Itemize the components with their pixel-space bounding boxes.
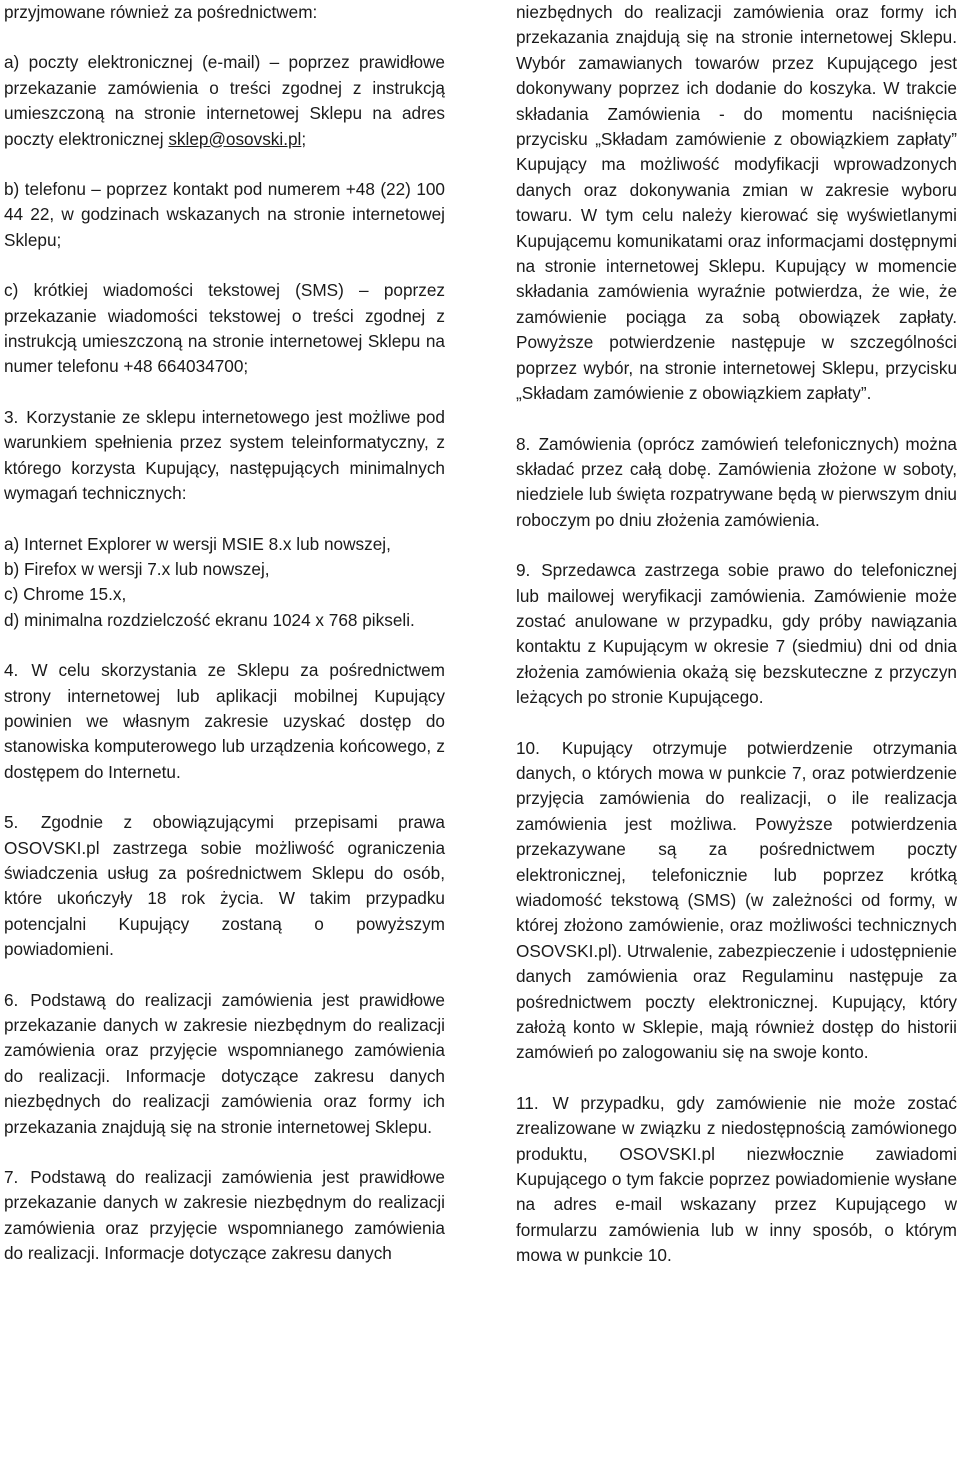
left-column (4, 0, 445, 1267)
paragraph-text: Zgodnie z obowiązującymi przepisami prawa OSOVSKI.pl zastrzega sobie możliwość ograniczenia świadczenia usług za pośrednictwem Sklepu do osób, które ukończyły 18 rok życia. W takim przypadku potencjalni Kupujący zostaną o powyższym powiadomieni. (4, 812, 445, 960)
paragraph-number: 7. (4, 1167, 19, 1188)
paragraph-5 (4, 810, 445, 962)
paragraph-number: 4. (4, 660, 19, 681)
right-column (516, 0, 957, 1269)
requirement-item: d) minimalna rozdzielczość ekranu 1024 x 768 pikseli. (4, 609, 415, 630)
item-prefix: c) (4, 280, 19, 301)
requirement-item: a) Internet Explorer w wersji MSIE 8.x lub nowszej, (4, 533, 391, 554)
item-text: krótkiej wiadomości tekstowej (SMS) – poprzez przekazanie wiadomości tekstowej o treści zgodnej z instrukcją umieszczoną na stronie internetowej Sklepu na numer telefonu +48 664034700; (4, 280, 445, 377)
paragraph-9 (516, 558, 957, 710)
item-prefix: a) (4, 52, 20, 73)
item-prefix: b) (4, 179, 20, 200)
paragraph-text: Kupujący otrzymuje potwierdzenie otrzymania danych, o których mowa w punkcie 7, oraz potwierdzenie przyjęcia zamówienia do realizacji, o ile realizacja zamówienia jest możliwa. Powyższe potwierdzenia przekazywane są za pośrednictwem poczty elektronicznej, telefonicznie lub poprzez krótką wiadomość tekstową (SMS) (w zależności od formy, w której złożono zamówienie, oraz możliwości technicznych OSOVSKI.pl). Utrwalenie, zabezpieczenie i udostępnienie danych zamówienia oraz Regulaminu następuje za pośrednictwem poczty elektronicznej. Kupujący, który założą konto w Sklepie, mają również dostęp do historii zamówień po zalogowaniu się na swoje konto. (516, 737, 957, 1063)
paragraph-text: Zamówienia (oprócz zamówień telefonicznych) można składać przez całą dobę. Zamówienia złożone w soboty, niedziele lub święta rozpatrywane będą w pierwszym dniu roboczym po dniu złożenia zamówienia. (516, 433, 957, 530)
item-text: poczty elektronicznej (e-mail) – poprzez prawidłowe przekazanie zamówienia o treści zgodnej z instrukcją umieszczoną na stronie internetowej Sklepu na adres poczty elektronicznej (4, 52, 445, 149)
list-item (4, 177, 445, 253)
paragraph-text: Korzystanie ze sklepu internetowego jest możliwe pod warunkiem spełnienia przez system teleinformatyczny, z którego korzysta Kupujący, następujących minimalnych wymagań technicznych: (4, 406, 445, 504)
continued-paragraph: niezbędnych do realizacji zamówienia oraz formy ich przekazania znajdują się na stronie internetowej Sklepu. Wybór zamawianych towarów przez Kupującego jest dokonywany poprzez ich dodanie do koszyka. W trakcie składania Zamówienia - do momentu naciśnięcia przycisku „Składam zamówienie z obowiązkiem zapłaty” Kupujący ma możliwość modyfikacji wprowadzonych danych oraz dokonywania zmian w zakresie wyboru towaru. W tym celu należy kierować się wyświetlanymi Kupującemu komunikatami oraz informacjami dostępnymi na stronie internetowej Sklepu. Kupujący w momencie składania zamówienia wyraźnie potwierdza, że wie, że zamówienie pociąga za sobą obowiązek zapłaty. Powyższe potwierdzenie następuje w szczególności poprzez wybór, na stronie internetowej Sklepu, przycisku „Składam zamówienie z obowiązkiem zapłaty”. (516, 2, 957, 404)
requirement-item: c) Chrome 15.x, (4, 584, 127, 605)
list-item (4, 50, 445, 152)
paragraph-number: 8. (516, 433, 531, 454)
requirement-item: b) Firefox w wersji 7.x lub nowszej, (4, 558, 270, 579)
paragraph-text: W przypadku, gdy zamówienie nie może zostać zrealizowane w związku z niedostępnością zamówionego produktu, OSOVSKI.pl niezwłocznie zawiadomi Kupującego o tym fakcie poprzez powiadomienie wysłane na adres e-mail wskazany przez Kupującego w formularzu zamówienia lub w inny sposób, o którym mowa w punkcie 10. (516, 1092, 957, 1266)
paragraph-4 (4, 658, 445, 785)
item-text: telefonu – poprzez kontakt pod numerem +48 (22) 100 44 22, w godzinach wskazanych na stronie internetowej Sklepu; (4, 179, 445, 250)
item-suffix: ; (301, 128, 307, 149)
email-link[interactable]: sklep@osovski.pl (168, 128, 302, 149)
intro-text: przyjmowane również za pośrednictwem: (4, 2, 318, 22)
paragraph-text: Podstawą do realizacji zamówienia jest prawidłowe przekazanie danych w zakresie niezbędnym do realizacji zamówienia oraz przyjęcie wspomnianego zamówienia do realizacji. Informacje dotyczące zakresu danych (4, 1167, 445, 1264)
paragraph-text: Sprzedawca zastrzega sobie prawo do telefonicznej lub mailowej weryfikacji zamówienia. Zamówienie może zostać anulowane w przypadku, gdy próby nawiązania kontaktu z Kupującym w okresie 7 (siedmiu) dni od dnia złożenia zamówienia okażą się bezskuteczne z przyczyn leżących po stronie Kupującego. (516, 560, 958, 708)
paragraph-number: 9. (516, 560, 531, 581)
paragraph-number: 5. (4, 812, 19, 833)
paragraph-7 (4, 1165, 445, 1267)
requirements-list (4, 532, 445, 634)
paragraph-number: 3. (4, 406, 19, 427)
paragraph-10 (516, 736, 957, 1066)
paragraph-3 (4, 405, 445, 507)
paragraph-11 (516, 1091, 957, 1269)
paragraph-number: 10. (516, 737, 540, 758)
paragraph-6 (4, 988, 445, 1140)
paragraph-text: Podstawą do realizacji zamówienia jest prawidłowe przekazanie danych w zakresie niezbędnym do realizacji zamówienia oraz przyjęcie wspomnianego zamówienia do realizacji. Informacje dotyczące zakresu danych niezbędnych do realizacji zamówienia oraz formy ich przekazania znajdują się na stronie internetowej Sklepu. (4, 989, 445, 1137)
paragraph-number: 11. (516, 1092, 539, 1113)
list-item (4, 278, 445, 380)
paragraph-number: 6. (4, 989, 19, 1010)
paragraph-8 (516, 432, 957, 534)
paragraph-text: W celu skorzystania ze Sklepu za pośrednictwem strony internetowej lub aplikacji mobilnej Kupujący powinien we własnym zakresie uzyskać dostęp do stanowiska komputerowego lub urządzenia końcowego, z dostępem do Internetu. (4, 660, 446, 782)
